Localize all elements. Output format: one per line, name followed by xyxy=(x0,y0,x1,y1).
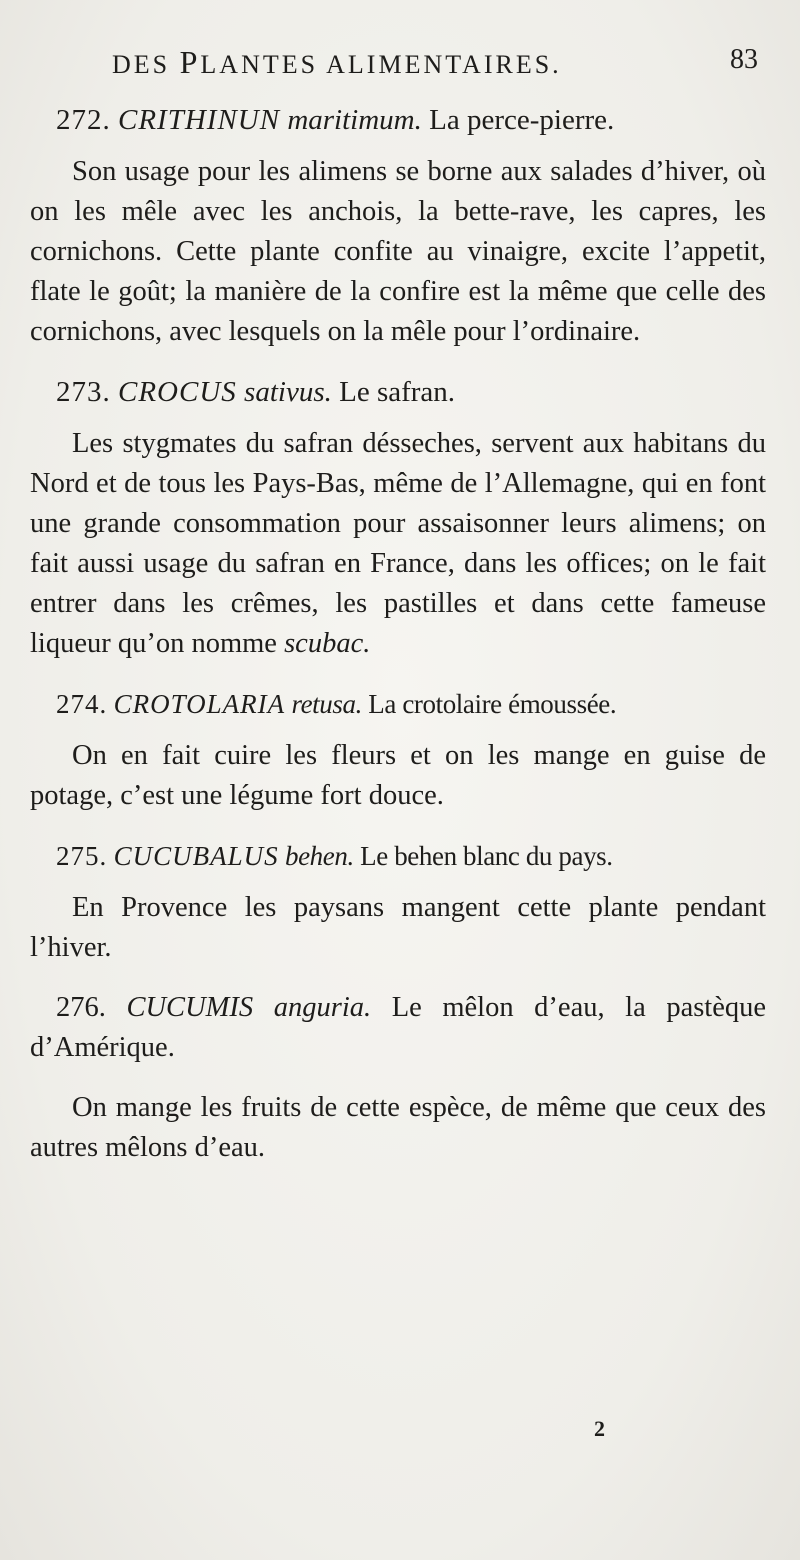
entry-paragraph: Son usage pour les alimens se borne aux salades d’hiver, où on les mêle avec les anchois, la bette-rave, les capres, les cornichons. Cette plante confite au vinaigre, excite l’appetit, flate le goût; la manière de la confire est la même que celle des cornichons, avec lesquels on la mêle pour l’ordinaire. xyxy=(30,156,766,347)
page-number: 83 xyxy=(730,44,758,75)
entry-paragraph: Les stygmates du safran désseches, servent aux habitans du Nord et de tous les Pays-Bas, même de l’Allemagne, qui en font une grande consommation pour assaisonner leurs alimens; on fait aussi usage du safran en France, dans les offices; on le fait entrer dans les crêmes, les pastilles et dans cette fameuse liqueur qu’on nomme scubac. xyxy=(30,428,766,659)
entry-heading: 274. CROTOLARIA retusa. La crotolaire émoussée. xyxy=(56,689,617,719)
entry-heading-wrapped: 276. CUCUMIS anguria. Le mêlon d’eau, la pastèque d’Amérique. xyxy=(30,992,767,1063)
page-body xyxy=(30,94,766,1188)
entry-heading: 275. CUCUBALUS behen. Le behen blanc du pays. xyxy=(56,841,613,871)
entry-paragraph: On en fait cuire les fleurs et on les mange en guise de potage, c’est une légume fort douce. xyxy=(30,740,766,811)
signature-mark: 2 xyxy=(594,1416,605,1441)
running-title: DES PLANTES ALIMENTAIRES. xyxy=(112,44,562,80)
entry-paragraph: En Provence les paysans mangent cette plante pendant l’hiver. xyxy=(30,892,766,963)
running-header xyxy=(112,44,758,84)
entry-paragraph: On mange les fruits de cette espèce, de même que ceux des autres mêlons d’eau. xyxy=(30,1092,766,1163)
entry-heading: 273. CROCUS sativus. Le safran. xyxy=(56,376,456,408)
entry-heading: 272. CRITHINUN maritimum. La perce-pierre. xyxy=(56,104,615,136)
